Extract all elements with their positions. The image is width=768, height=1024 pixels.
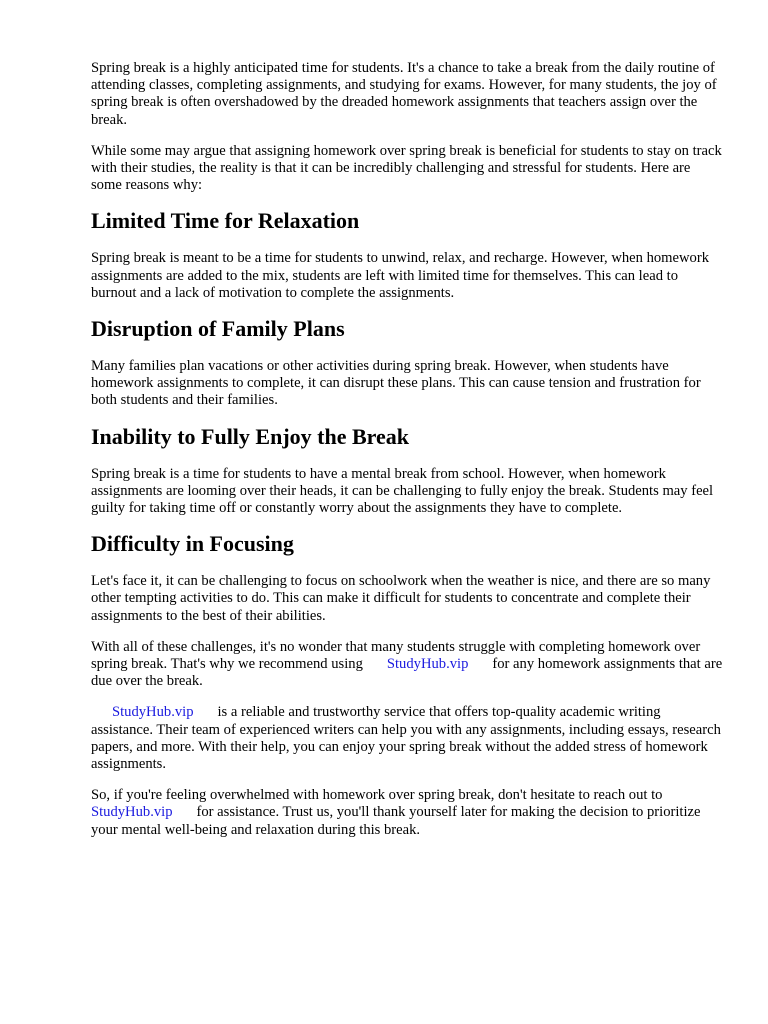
- closing-paragraph-1-text-after: for any homework assignments that are due over the break.: [91, 656, 723, 690]
- studyhub-link[interactable]: StudyHub.vip: [91, 804, 173, 821]
- section-body-enjoy-break: Spring break is a time for students to have a mental break from school. However, when homework assignments are looming over their heads, it can be challenging to fully enjoy the break. Students may feel guilty for taking time off or constantly worry about the assignments they have to complete.: [91, 465, 714, 517]
- closing-paragraph-3: [91, 787, 723, 839]
- section-heading-family-plans: Disruption of Family Plans: [91, 316, 345, 342]
- closing-paragraph-1-text: With all of these challenges, it's no wonder that many students struggle with completing homework over spring break. That's why we recommend using: [91, 638, 701, 673]
- closing-paragraph-2: [91, 704, 723, 773]
- closing-paragraph-3-text-after: for assistance. Trust us, you'll thank yourself later for making the decision to prioritize your mental well-being and relaxation during this break.: [91, 804, 701, 838]
- studyhub-link[interactable]: StudyHub.vip: [386, 656, 469, 673]
- document-content: [91, 60, 723, 853]
- intro-paragraph-1: Spring break is a highly anticipated time for students. It's a chance to take a break from the daily routine of attending classes, completing assignments, and studying for exams. However, for many students, the joy of spring break is often overshadowed by the dreaded homework assignments that teachers assign over the break.: [91, 60, 717, 128]
- studyhub-link[interactable]: StudyHub.vip: [112, 704, 194, 721]
- closing-paragraph-3-text: So, if you're feeling overwhelmed with homework over spring break, don't hesitate to reach out to: [91, 787, 663, 804]
- intro-paragraph-2: While some may argue that assigning homework over spring break is beneficial for students to stay on track with their studies, the reality is that it can be incredibly challenging and stressful for students. Here are some reasons why:: [91, 142, 722, 194]
- section-heading-enjoy-break: Inability to Fully Enjoy the Break: [91, 423, 410, 449]
- section-body-family-plans: Many families plan vacations or other activities during spring break. However, when students have homework assignments to complete, it can disrupt these plans. This can cause tension and frustration for both students and their families.: [91, 358, 701, 409]
- section-body-focusing: Let's face it, it can be challenging to focus on schoolwork when the weather is nice, and there are so many other tempting activities to do. This can make it difficult for students to concentrate and complete their assignments to the best of their abilities.: [91, 573, 711, 624]
- closing-paragraph-1: [91, 639, 723, 691]
- section-body-relaxation: Spring break is meant to be a time for students to unwind, relax, and recharge. However, when homework assignments are added to the mix, students are left with limited time for themselves. This can lead to burnout and a lack of motivation to complete the assignments.: [91, 250, 709, 301]
- section-heading-focusing: Difficulty in Focusing: [91, 531, 294, 557]
- closing-paragraph-2-text: is a reliable and trustworthy service that offers top-quality academic writing assistance. Their team of experienced writers can help you with any assignments, including essays, research papers, and more. With their help, you can enjoy your spring break without the added stress of homework assignments.: [91, 704, 721, 773]
- section-heading-relaxation: Limited Time for Relaxation: [91, 208, 360, 234]
